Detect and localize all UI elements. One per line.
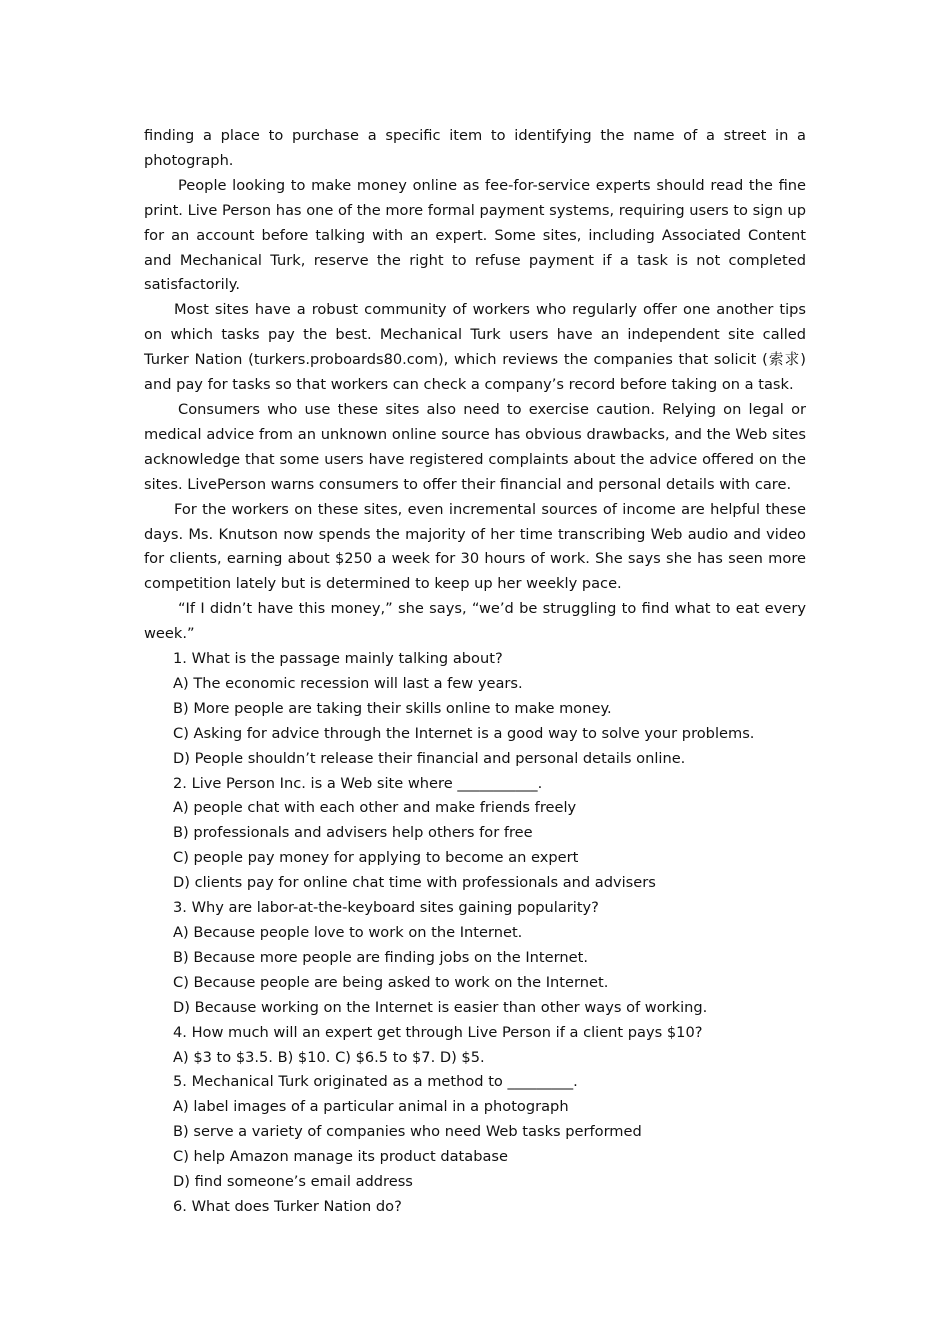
paragraph-community: [144, 298, 806, 398]
paragraph-community-text-after: ) and pay for tasks so that workers can check a company’s record before taking on a task.: [144, 351, 806, 394]
question-3-option-a: A) Because people love to work on the Internet.: [173, 924, 523, 941]
question-5-option-b: B) serve a variety of companies who need Web tasks performed: [173, 1123, 642, 1141]
question-4-stem: 4. How much will an expert get through Live Person if a client pays $10?: [173, 1023, 703, 1041]
paragraph-continuation: finding a place to purchase a specific item to identifying the name of a street in a photograph.: [144, 127, 806, 169]
chinese-gloss: 索求: [767, 351, 801, 369]
question-2-option-b: B) professionals and advisers help others for free: [173, 824, 533, 842]
paragraph-quote: “If I didn’t have this money,” she says, “we’d be struggling to find what to eat every week.”: [144, 600, 806, 643]
question-2-option-c: C) people pay money for applying to become an expert: [173, 849, 579, 867]
paragraph-community-text-before: Most sites have a robust community of workers who regularly offer one another tips on which tasks pay the best. Mechanical Turk users have an independent site called Turker Nation (turkers.proboards80.com), which reviews the companies that solicit (: [144, 301, 806, 369]
question-5-stem: 5. Mechanical Turk originated as a method to _________.: [173, 1073, 578, 1091]
question-4-options: A) $3 to $3.5. B) $10. C) $6.5 to $7. D) $5.: [173, 1048, 485, 1066]
question-5-option-d: D) find someone’s email address: [173, 1173, 413, 1191]
question-2-stem: 2. Live Person Inc. is a Web site where ___________.: [173, 774, 543, 792]
question-5-option-c: C) help Amazon manage its product database: [173, 1148, 509, 1166]
paragraph-fine-print: People looking to make money online as fee-for-service experts should read the fine print. Live Person has one of the more formal payment systems, requiring users to sign up for an account before talking with an expert. Some sites, including Associated Content and Mechanical Turk, reserve the right to refuse payment if a task is not completed satisfactorily.: [144, 176, 806, 294]
question-3-stem: 3. Why are labor-at-the-keyboard sites gaining popularity?: [173, 899, 599, 917]
question-1-option-c: C) Asking for advice through the Internet is a good way to solve your problems.: [173, 724, 755, 742]
question-3-option-b: B) Because more people are finding jobs on the Internet.: [173, 948, 588, 966]
question-1-stem: 1. What is the passage mainly talking about?: [173, 650, 503, 668]
question-6-stem: 6. What does Turker Nation do?: [173, 1197, 402, 1215]
question-1-option-b: B) More people are taking their skills online to make money.: [173, 699, 612, 717]
paragraph-income: For the workers on these sites, even incremental sources of income are helpful these days. Ms. Knutson now spends the majority of her time transcribing Web audio and video for clients, earning about $250 a week for 30 hours of work. She says she has seen more competition lately but is determined to keep up her weekly pace.: [144, 500, 806, 593]
question-2-option-a: A) people chat with each other and make friends freely: [173, 799, 577, 817]
question-1-option-d: D) People shouldn’t release their financial and personal details online.: [173, 749, 686, 767]
paragraph-caution: Consumers who use these sites also need to exercise caution. Relying on legal or medical advice from an unknown online source has obvious drawbacks, and the Web sites acknowledge that some users have registered complaints about the advice offered on the sites. LivePerson warns consumers to offer their financial and personal details with care.: [144, 400, 806, 493]
question-3-option-d: D) Because working on the Internet is easier than other ways of working.: [173, 998, 708, 1016]
question-1-option-a: A) The economic recession will last a few years.: [173, 674, 523, 692]
question-2-option-d: D) clients pay for online chat time with professionals and advisers: [173, 874, 656, 892]
document-page: [144, 124, 806, 1220]
question-3-option-c: C) Because people are being asked to work on the Internet.: [173, 973, 609, 991]
question-5-option-a: A) label images of a particular animal in a photograph: [173, 1098, 569, 1116]
